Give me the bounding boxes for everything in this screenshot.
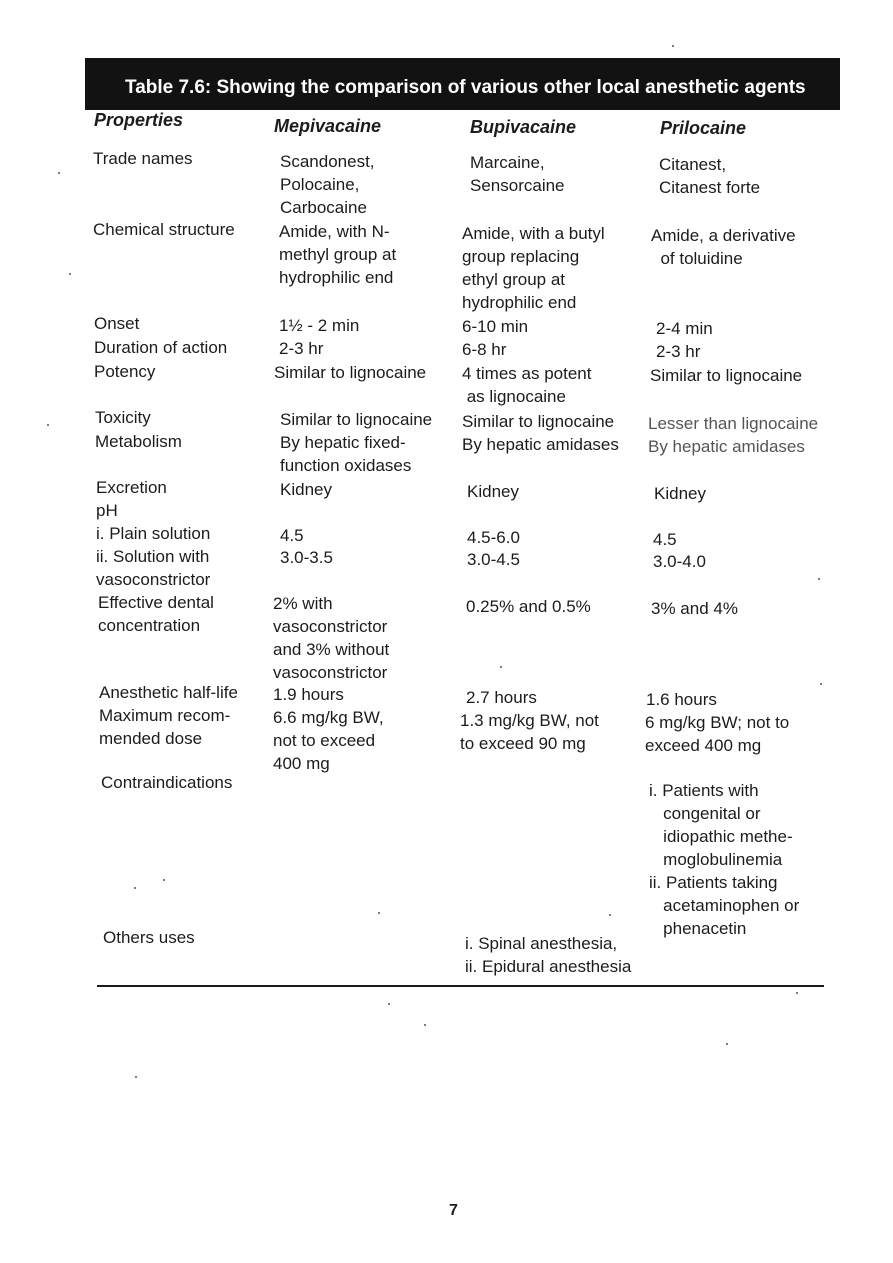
cell-bupivacaine: By hepatic amidases	[462, 435, 619, 454]
scan-speck	[388, 1003, 390, 1005]
cell-prilocaine: Lesser than lignocaine	[648, 414, 819, 433]
row-property: Duration of action	[94, 338, 228, 357]
cell-mepivacaine: 2% with vasoconstrictor and 3% without vasoconstrictor	[273, 594, 390, 682]
cell-prilocaine: 4.5	[653, 530, 677, 549]
row-property: Metabolism	[95, 432, 182, 451]
cell-prilocaine: i. Patients with congenital or idiopathic methe- moglobulinemia ii. Patients taking acetaminophen or phenacetin	[649, 781, 800, 938]
row-property: Onset	[94, 314, 140, 333]
scan-speck	[818, 578, 820, 580]
cell-mepivacaine: 4.5	[280, 526, 304, 545]
cell-bupivacaine: Kidney	[467, 482, 519, 501]
row-property: Anesthetic half-life	[99, 683, 238, 702]
scan-speck	[424, 1024, 426, 1026]
cell-mepivacaine: 1.9 hours	[273, 685, 344, 704]
cell-bupivacaine: 4.5-6.0	[467, 528, 520, 547]
cell-prilocaine: 2-4 min	[656, 319, 713, 338]
row-property: Trade names	[93, 149, 193, 168]
cell-prilocaine: By hepatic amidases	[648, 437, 805, 456]
row-property: pH	[96, 501, 118, 520]
cell-mepivacaine: 3.0-3.5	[280, 548, 333, 567]
cell-bupivacaine: 2.7 hours	[466, 688, 537, 707]
cell-bupivacaine: 1.3 mg/kg BW, not to exceed 90 mg	[460, 711, 599, 753]
row-property: Excretion	[96, 478, 167, 497]
scan-speck	[500, 666, 502, 668]
scan-speck	[135, 1076, 137, 1078]
cell-bupivacaine: Amide, with a butyl group replacing ethyl group at hydrophilic end	[462, 224, 605, 312]
scan-speck	[69, 273, 71, 275]
column-header-prilocaine: Prilocaine	[660, 118, 747, 138]
cell-prilocaine: 3% and 4%	[651, 599, 738, 618]
row-property: i. Plain solution	[96, 524, 211, 543]
cell-prilocaine: Kidney	[654, 484, 706, 503]
cell-prilocaine: Amide, a derivative of toluidine	[651, 226, 796, 268]
cell-mepivacaine: Scandonest, Polocaine, Carbocaine	[280, 152, 375, 217]
scan-speck	[609, 914, 611, 916]
cell-mepivacaine: Similar to lignocaine	[274, 363, 427, 382]
cell-bupivacaine: Similar to lignocaine	[462, 412, 615, 431]
column-header-properties: Properties	[94, 110, 184, 130]
cell-bupivacaine: 0.25% and 0.5%	[466, 597, 591, 616]
cell-prilocaine: Similar to lignocaine	[650, 366, 803, 385]
row-property: Others uses	[103, 928, 195, 947]
scan-speck	[163, 879, 165, 881]
cell-prilocaine: 6 mg/kg BW; not to exceed 400 mg	[645, 713, 790, 755]
scan-speck	[672, 45, 674, 47]
cell-bupivacaine: 6-10 min	[462, 317, 529, 336]
scan-speck	[726, 1043, 728, 1045]
row-property: ii. Solution with vasoconstrictor	[96, 547, 211, 589]
cell-mepivacaine: Amide, with N- methyl group at hydrophilic end	[279, 222, 397, 287]
cell-mepivacaine: Kidney	[280, 480, 332, 499]
row-property: Effective dental concentration	[98, 593, 214, 635]
row-property: Chemical structure	[93, 220, 235, 239]
cell-mepivacaine: Similar to lignocaine	[280, 410, 433, 429]
page-number: 7	[449, 1202, 458, 1219]
row-property: Potency	[94, 362, 156, 381]
cell-mepivacaine: 2-3 hr	[279, 339, 324, 358]
table-title: Table 7.6: Showing the comparison of various other local anesthetic agents	[85, 58, 840, 110]
cell-mepivacaine: 6.6 mg/kg BW, not to exceed 400 mg	[273, 708, 384, 773]
cell-mepivacaine: 1½ - 2 min	[279, 316, 360, 335]
cell-prilocaine: 2-3 hr	[656, 342, 701, 361]
scan-speck	[820, 683, 822, 685]
cell-bupivacaine: 4 times as potent as lignocaine	[462, 364, 592, 406]
cell-prilocaine: 3.0-4.0	[653, 552, 706, 571]
cell-bupivacaine: i. Spinal anesthesia, ii. Epidural anesthesia	[465, 934, 632, 976]
row-property: Maximum recom- mended dose	[99, 706, 231, 748]
cell-bupivacaine: 6-8 hr	[462, 340, 507, 359]
row-property: Contraindications	[101, 773, 233, 792]
cell-mepivacaine: By hepatic fixed- function oxidases	[280, 433, 412, 475]
cell-bupivacaine: Marcaine, Sensorcaine	[470, 153, 565, 195]
scan-speck	[47, 424, 49, 426]
scan-speck	[58, 172, 60, 174]
cell-bupivacaine: 3.0-4.5	[467, 550, 520, 569]
cell-prilocaine: Citanest, Citanest forte	[659, 155, 761, 197]
cell-prilocaine: 1.6 hours	[646, 690, 717, 709]
row-property: Toxicity	[95, 408, 151, 427]
column-header-mepivacaine: Mepivacaine	[274, 116, 382, 136]
column-header-bupivacaine: Bupivacaine	[470, 117, 577, 137]
scan-speck	[796, 992, 798, 994]
scan-speck	[134, 887, 136, 889]
scan-speck	[378, 912, 380, 914]
table-bottom-rule	[97, 985, 824, 987]
